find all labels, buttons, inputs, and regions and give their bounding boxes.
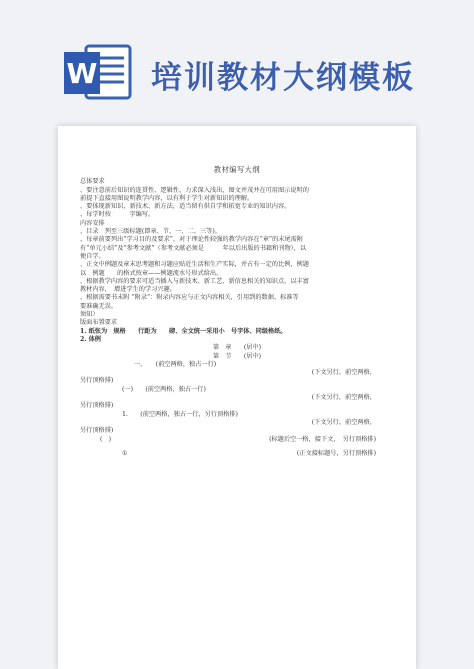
- document-line: 要准确无误。: [80, 302, 118, 310]
- document-line: 、要注意前后知识的连贯性、逻辑性，力求深入浅出，图文并茂并在可用图示说明的: [80, 186, 309, 194]
- document-title: 教材编写大纲: [213, 165, 261, 174]
- document-line: 、要体现新知识、新技术、新方法，适当留有供自学和拓宽专业的知识内容。: [80, 203, 291, 211]
- document-line: 版面布置要求: [80, 319, 118, 327]
- level4-line: ( ): [100, 435, 112, 443]
- logo-letter: W: [66, 57, 98, 90]
- level4-note: (标题后空一格，接下文， 另行顶格排): [269, 435, 376, 443]
- level1-cont: 另行顶格排): [80, 377, 114, 385]
- document-line: 有“单元小结”及“参考文献”（参考文献必须是 年以后出版的书籍和刊物），以: [80, 244, 307, 252]
- document-line: 前提下直接用图说明教学内容，以有利于学生对新知识的理解。: [80, 194, 254, 202]
- level3-line: 1. (前空两格，独占一行，另行顶格排): [122, 410, 238, 418]
- document-line: 、根据需要书末附 “附录”：附录内容应与正文内容相关，引用到的数据、标准等: [80, 294, 299, 302]
- level2-cont: 另行顶格排): [80, 402, 114, 410]
- document-page: [58, 126, 416, 669]
- document-line: 教材内容， 增进学生的学习兴趣。: [80, 286, 176, 294]
- banner-header: [0, 0, 474, 120]
- level3-note: (下文另行，前空两格，: [311, 418, 376, 426]
- document-line: 须知）: [80, 311, 99, 319]
- document-line: 、每学时按 字编写。: [80, 211, 155, 219]
- example-label: 2. 体例: [80, 335, 101, 343]
- page-title: 培训教材大纲模板: [151, 60, 415, 96]
- level1-note: (下文另行，前空两格，: [311, 369, 376, 377]
- word-document-icon: [62, 38, 134, 106]
- level2-note: (下文另行，前空两格，: [311, 394, 376, 402]
- document-line: 便自学。: [80, 252, 105, 260]
- document-line: 、正文中例题及章末思考题和习题应贴近生活和生产实际，并占有一定的比例，例题: [80, 261, 309, 269]
- section-line: 第 节 (居中): [212, 352, 262, 360]
- document-line: 总体要求: [80, 178, 105, 186]
- document-line: 、目录 列至三级标题(即章、节、一、二、三等)。: [80, 228, 221, 236]
- level3-cont: 另行顶格排): [80, 427, 114, 435]
- document-line: 内容安排: [80, 219, 105, 227]
- chapter-line: 第 章 (居中): [212, 344, 262, 352]
- format-line: 1. 纸张为 规格 行距为 磅、全文统一采用小 号字体、同级格纸。: [80, 327, 287, 335]
- document-line: 以 例题 的格式按章——例题流水号形式给出。: [80, 269, 223, 277]
- level4-row: [80, 436, 394, 444]
- document-body: [80, 166, 394, 458]
- document-line: 、根据教学内容的要求可适当插入与新技术、新工艺、新信息相关的知识点，以丰富: [80, 277, 309, 285]
- level5-note: (正文接标题号，另行顶格排): [296, 449, 376, 457]
- document-lines: [80, 178, 394, 327]
- document-line: 、每章前要列出“学习目的及要求”，对于理论性较强的教学内容在“章”的末尾需附: [80, 236, 304, 244]
- level5-line: ①: [122, 449, 128, 457]
- level1-line: 一、 (前空两格，独占一行): [134, 360, 217, 368]
- level5-row: [80, 450, 394, 458]
- level2-line: (一) (前空两格，独占一行): [122, 385, 206, 393]
